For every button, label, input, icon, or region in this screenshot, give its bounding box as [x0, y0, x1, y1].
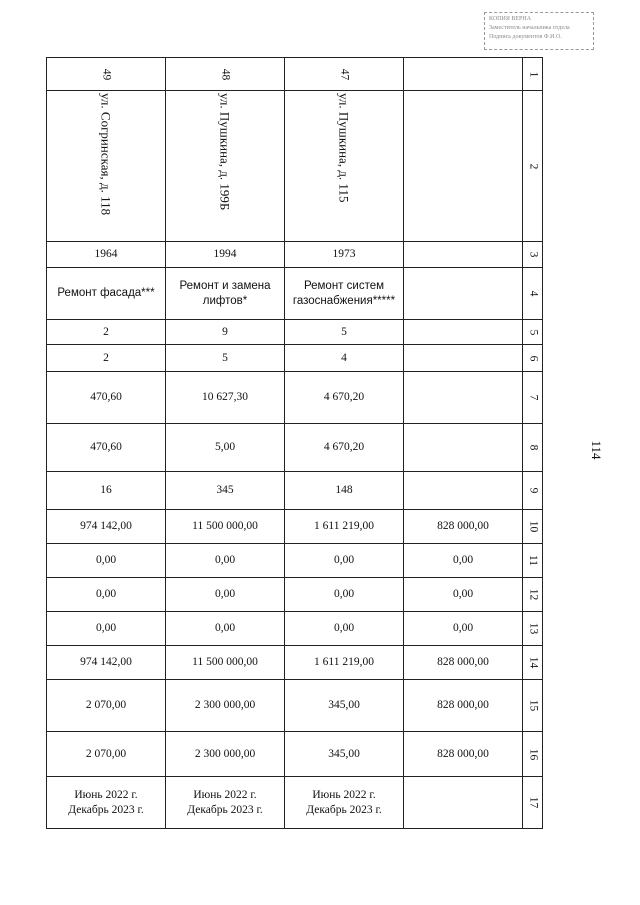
table-row	[47, 732, 543, 777]
table-cell	[404, 320, 523, 345]
table-cell: 2 300 000,00	[166, 732, 285, 777]
table-cell	[404, 58, 523, 91]
table-cell	[404, 472, 523, 510]
table-cell: 974 142,00	[47, 646, 166, 680]
table-cell: 0,00	[285, 578, 404, 612]
row-number: 6	[523, 345, 543, 372]
table-cell: 828 000,00	[404, 680, 523, 732]
table-cell: 0,00	[285, 544, 404, 578]
table-cell: 0,00	[47, 612, 166, 646]
table-cell: 2	[47, 345, 166, 372]
row-number: 12	[523, 578, 543, 612]
table-cell: 148	[285, 472, 404, 510]
work-type-cell: Ремонт фасада***	[47, 268, 166, 320]
table-cell: 345	[166, 472, 285, 510]
table-cell	[404, 345, 523, 372]
table-row	[47, 472, 543, 510]
table-cell: 0,00	[166, 544, 285, 578]
row-number: 10	[523, 510, 543, 544]
table-cell: 9	[166, 320, 285, 345]
year-cell: 1994	[166, 242, 285, 268]
row-number: 8	[523, 424, 543, 472]
table-cell	[404, 372, 523, 424]
work-type-cell: Ремонт систем газоснабжения*****	[285, 268, 404, 320]
table-cell: 4 670,20	[285, 424, 404, 472]
table-cell: 5,00	[166, 424, 285, 472]
year-cell: 1973	[285, 242, 404, 268]
row-number: 13	[523, 612, 543, 646]
table-cell: 11 500 000,00	[166, 646, 285, 680]
row-number: 3	[523, 242, 543, 268]
table-cell: 2 300 000,00	[166, 680, 285, 732]
table-cell: 16	[47, 472, 166, 510]
table-row	[47, 242, 543, 268]
address-cell: ул. Согринская, д. 118	[47, 91, 166, 242]
stamp-line: Подпись документов Ф.И.О.	[489, 34, 562, 40]
work-type-cell	[404, 268, 523, 320]
table-cell: 48	[166, 58, 285, 91]
row-number: 5	[523, 320, 543, 345]
row-number: 11	[523, 544, 543, 578]
table-cell: 4 670,20	[285, 372, 404, 424]
address-cell: ул. Пушкина, д. 115	[285, 91, 404, 242]
stamp-line: Заместитель начальника отдела	[489, 25, 570, 31]
table-cell: 11 500 000,00	[166, 510, 285, 544]
date-cell: Июнь 2022 г. Декабрь 2023 г.	[47, 777, 166, 829]
year-cell: 1964	[47, 242, 166, 268]
row-number: 17	[523, 777, 543, 829]
year-cell	[404, 242, 523, 268]
table-cell	[404, 424, 523, 472]
table-row	[47, 578, 543, 612]
row-number: 7	[523, 372, 543, 424]
table-cell: 1 611 219,00	[285, 510, 404, 544]
date-cell: Июнь 2022 г. Декабрь 2023 г.	[166, 777, 285, 829]
table-cell: 2 070,00	[47, 732, 166, 777]
table-cell: 47	[285, 58, 404, 91]
table-cell: 470,60	[47, 424, 166, 472]
table-cell: 10 627,30	[166, 372, 285, 424]
table-row	[47, 424, 543, 472]
table-cell: 828 000,00	[404, 732, 523, 777]
row-number: 14	[523, 646, 543, 680]
table-cell: 5	[285, 320, 404, 345]
table-cell: 0,00	[47, 578, 166, 612]
table-cell: 5	[166, 345, 285, 372]
table-cell: 974 142,00	[47, 510, 166, 544]
approval-stamp	[484, 12, 594, 50]
table-cell: 49	[47, 58, 166, 91]
table-row	[47, 777, 543, 829]
table-row	[47, 680, 543, 732]
table-row	[47, 510, 543, 544]
table-cell: 4	[285, 345, 404, 372]
table-cell: 0,00	[404, 578, 523, 612]
table-cell: 0,00	[404, 612, 523, 646]
row-number: 16	[523, 732, 543, 777]
row-number: 9	[523, 472, 543, 510]
row-number: 4	[523, 268, 543, 320]
work-type-cell: Ремонт и замена лифтов*	[166, 268, 285, 320]
table-row	[47, 345, 543, 372]
table-cell: 470,60	[47, 372, 166, 424]
table-row	[47, 646, 543, 680]
table-row	[47, 544, 543, 578]
table-row	[47, 268, 543, 320]
table-cell: 0,00	[166, 612, 285, 646]
table-cell: 828 000,00	[404, 646, 523, 680]
table-cell: 828 000,00	[404, 510, 523, 544]
table-row	[47, 58, 543, 91]
row-number: 1	[523, 58, 543, 91]
table-cell: 0,00	[166, 578, 285, 612]
table-row	[47, 320, 543, 345]
page-number: 114	[589, 440, 604, 460]
table-row	[47, 91, 543, 242]
row-number: 15	[523, 680, 543, 732]
table-row	[47, 372, 543, 424]
date-cell	[404, 777, 523, 829]
table-row	[47, 612, 543, 646]
stamp-line: КОПИЯ ВЕРНА	[489, 16, 532, 22]
table-cell: 345,00	[285, 680, 404, 732]
row-number: 2	[523, 91, 543, 242]
address-cell	[404, 91, 523, 242]
table-cell: 0,00	[47, 544, 166, 578]
table-cell: 1 611 219,00	[285, 646, 404, 680]
repair-schedule-table	[46, 57, 543, 829]
address-cell: ул. Пушкина, д. 199Б	[166, 91, 285, 242]
table-cell: 0,00	[285, 612, 404, 646]
table-cell: 345,00	[285, 732, 404, 777]
date-cell: Июнь 2022 г. Декабрь 2023 г.	[285, 777, 404, 829]
table-cell: 0,00	[404, 544, 523, 578]
table-cell: 2 070,00	[47, 680, 166, 732]
table-cell: 2	[47, 320, 166, 345]
